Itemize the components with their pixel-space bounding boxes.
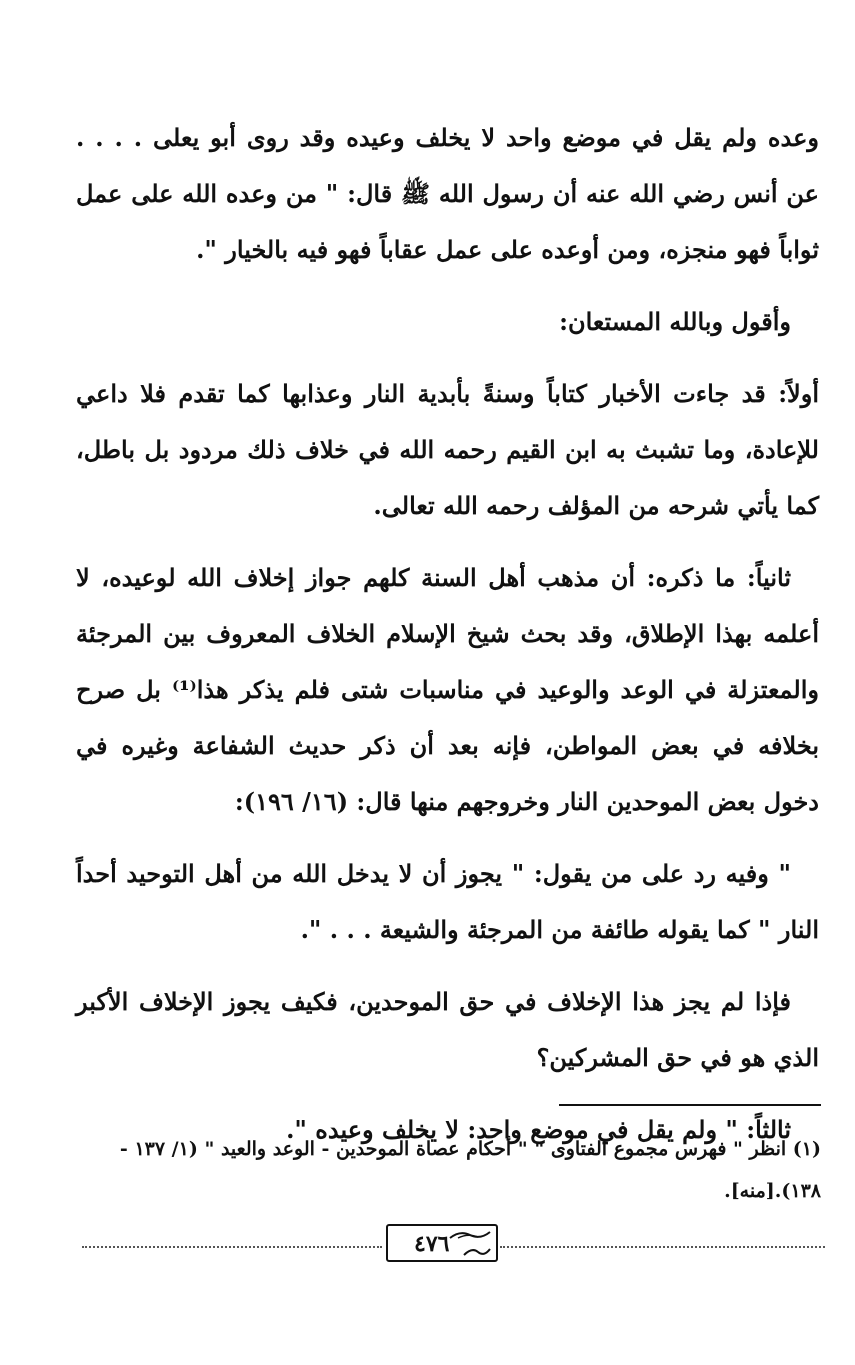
paragraph-2 (76, 294, 819, 350)
paragraph-text: قد جاءت الأخبار كتاباً وسنةً بأبدية النار وعذابها كما تقدم فلا داعي للإعادة، وما تشبث به ابن القيم رحمه الله في خلاف ذلك مردود بل باطل، كما يأتي شرحه من المؤلف رحمه الله تعالى. (76, 379, 819, 520)
paragraph-lead: ثانياً: (746, 563, 791, 592)
ornament-icon (448, 1229, 492, 1241)
page-number-rule-right (500, 1246, 825, 1248)
paragraph-text: وأقول وبالله المستعان: (559, 307, 791, 336)
paragraph-4 (76, 550, 819, 830)
paragraph-3 (76, 366, 819, 534)
paragraph-5 (76, 846, 819, 958)
paragraph-text: ما ذكره: أن مذهب أهل السنة كلهم جواز إخلاف الله لوعيده، لا أعلمه بهذا الإطلاق، وقد بحث شيخ الإسلام الخلاف المعروف بين المرجئة والمعتزلة في الوعد والوعيد في مناسبات شتى فلم يذكر هذا⁽¹⁾ بل صرح بخلافه في بعض المواطن، فإنه بعد أن ذكر حديث الشفاعة وغيره في دخول بعض الموحدين النار وخروجهم منها قال: (١٦/ ١٩٦): (76, 563, 819, 816)
paragraph-1 (76, 110, 819, 278)
paragraph-text: " وفيه رد على من يقول: " يجوز أن لا يدخل الله من أهل التوحيد أحداً النار " كما يقوله طائفة من المرجئة والشيعة . . . ". (76, 859, 819, 944)
ornament-icon (462, 1245, 492, 1257)
footnote: (١) انظر " فهرس مجموع الفتاوى " " أحكام عصاة الموحدين - الوعد والعيد " (١/ ١٣٧ - ١٣٨).[منه]. (119, 1138, 821, 1202)
paragraph-6 (76, 974, 819, 1086)
page-number-rule-left (82, 1246, 382, 1248)
page-number: ٤٧٦ (414, 1231, 450, 1257)
page-number-frame (386, 1224, 498, 1262)
footnote-divider (559, 1104, 821, 1106)
paragraph-text: فإذا لم يجز هذا الإخلاف في حق الموحدين، فكيف يجوز الإخلاف الأكبر الذي هو في حق المشركين؟ (76, 987, 819, 1072)
paragraph-text: " ولم يقل في موضع واحد: لا يخلف وعيده ". (286, 1115, 747, 1144)
main-text (76, 110, 819, 1158)
paragraph-lead: ثالثاً: (746, 1115, 791, 1144)
paragraph-text: وعده ولم يقل في موضع واحد لا يخلف وعيده وقد روى أبو يعلى . . . . عن أنس رضي الله عنه أن رسول الله ﷺ قال: " من وعده الله على عمل ثواباً فهو منجزه، ومن أوعده على عمل عقاباً فهو فيه بالخيار ". (76, 123, 819, 264)
paragraph-lead: أولاً: (778, 379, 819, 408)
